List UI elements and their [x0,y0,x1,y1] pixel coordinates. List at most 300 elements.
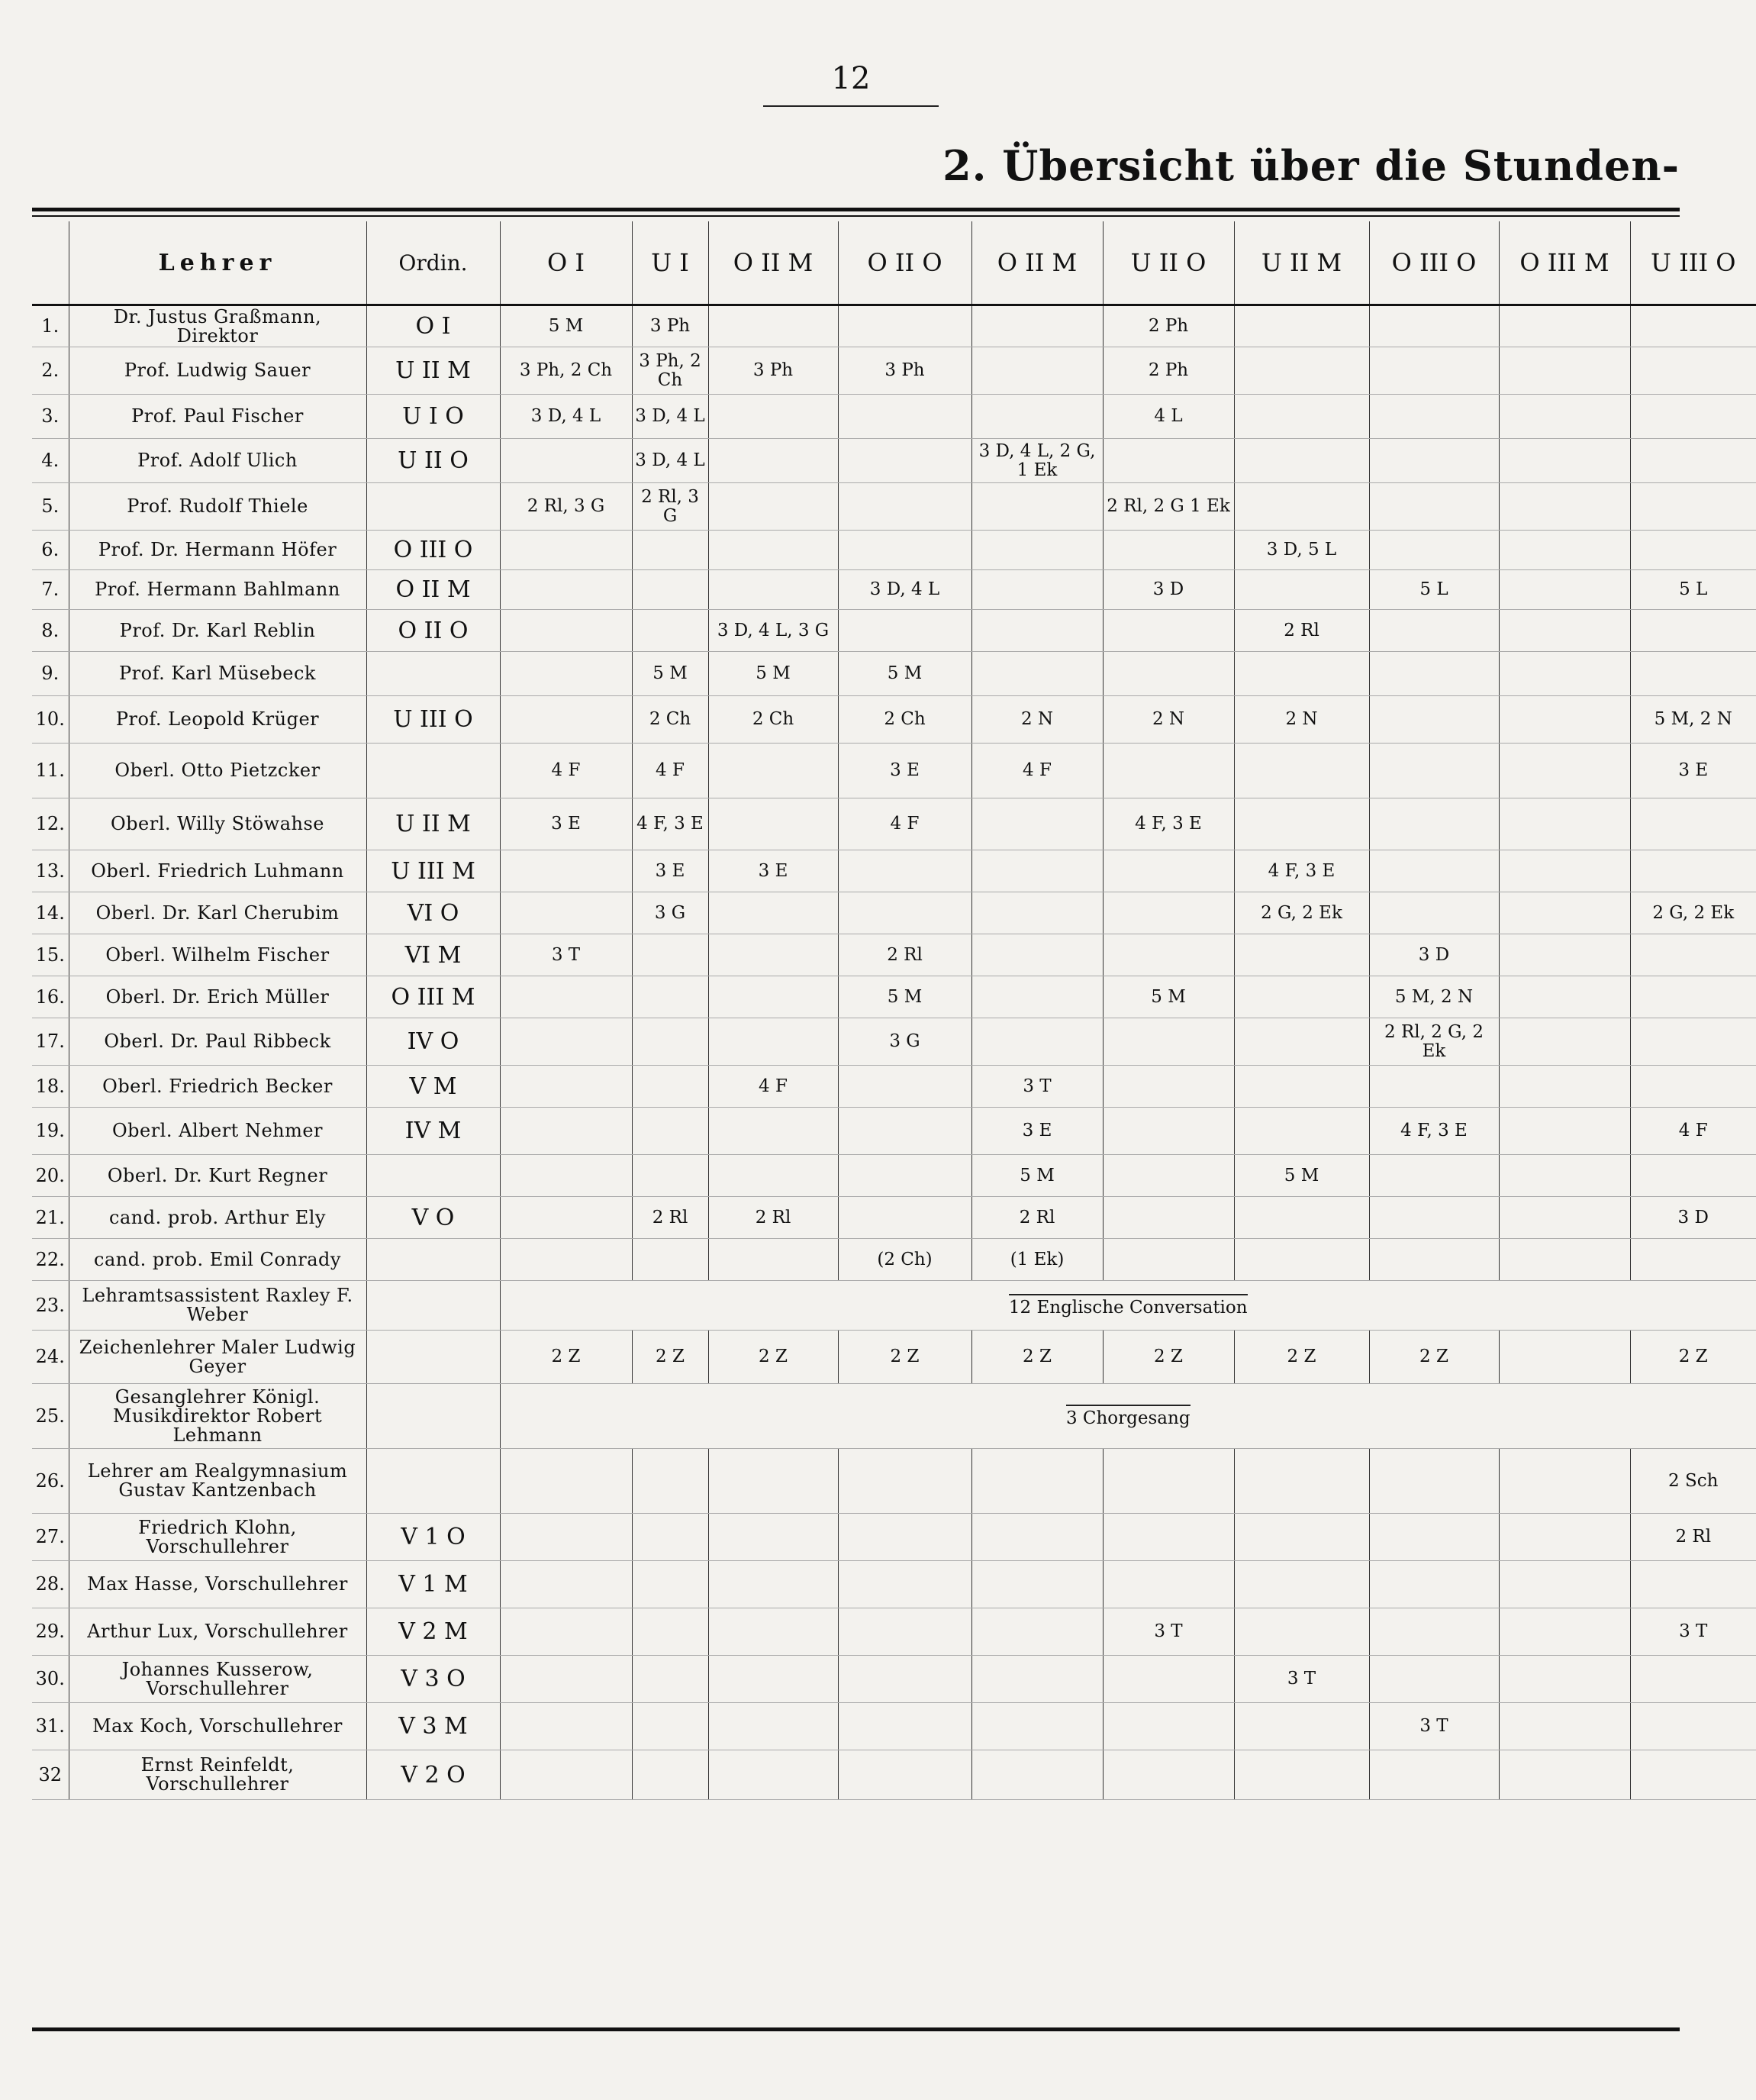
lesson-cell [1103,1449,1234,1514]
lesson-cell: 5 M [838,652,971,696]
lesson-cell [838,1449,971,1514]
lesson-cell [500,439,632,483]
lesson-cell [1369,850,1499,892]
lesson-cell [1499,696,1630,744]
lesson-cell [1499,850,1630,892]
lesson-cell [1103,1197,1234,1239]
lesson-cell [971,1608,1103,1656]
lesson-cell [500,850,632,892]
table-row [32,1197,1756,1239]
table-row [32,934,1756,976]
lesson-cell: 3 D, 4 L [838,570,971,610]
lesson-cell: 3 G [838,1018,971,1066]
lesson-cell: 2 G, 2 Ek [1630,892,1756,934]
lesson-cell [971,1703,1103,1750]
lesson-cell [1234,1514,1369,1561]
lesson-cell: 2 Rl [838,934,971,976]
lesson-cell: 3 E [708,850,838,892]
table-row [32,347,1756,395]
ordinarius-class [366,1384,500,1449]
lesson-cell [1103,610,1234,652]
lesson-cell [708,1514,838,1561]
lesson-cell: 2 Z [1369,1331,1499,1384]
teacher-name: Prof. Ludwig Sauer [69,347,366,395]
lesson-cell [1369,652,1499,696]
lesson-cell: 5 M [1234,1155,1369,1197]
lesson-cell: 2 Rl, 2 G 1 Ek [1103,483,1234,531]
teacher-name: cand. prob. Emil Conrady [69,1239,366,1281]
lesson-cell [1369,1449,1499,1514]
teacher-name: Prof. Karl Müsebeck [69,652,366,696]
lesson-cell [838,305,971,347]
lesson-cell [632,1750,708,1800]
table-row [32,1018,1756,1066]
lesson-cell [1369,1239,1499,1281]
lesson-cell [708,439,838,483]
lesson-cell [1103,1066,1234,1108]
lesson-cell: 2 Z [1103,1331,1234,1384]
lesson-cell [500,610,632,652]
lesson-cell [1499,347,1630,395]
col-oiio: O II O [838,221,971,305]
lesson-cell: 3 D [1630,1197,1756,1239]
lesson-cell [1103,850,1234,892]
lesson-cell [708,1703,838,1750]
lesson-cell [708,744,838,798]
lesson-cell [708,1561,838,1608]
lesson-cell: 5 M [632,652,708,696]
lesson-cell [971,1514,1103,1561]
lesson-cell [632,1703,708,1750]
lesson-cell [1369,696,1499,744]
lesson-cell: 2 Z [838,1331,971,1384]
lesson-cell [1499,934,1630,976]
table-row [32,850,1756,892]
lesson-cell [1369,1514,1499,1561]
bottom-rule [32,2027,1680,2031]
page-title: 2. Übersicht über die Stunden- [942,141,1680,190]
lesson-cell [708,1108,838,1155]
lesson-cell [1234,1608,1369,1656]
ordinarius-class: V 3 O [366,1656,500,1703]
table-row [32,1239,1756,1281]
ordinarius-class: V 1 M [366,1561,500,1608]
lesson-cell [1630,1155,1756,1197]
table-row [32,1514,1756,1561]
lesson-cell: 5 M [1103,976,1234,1018]
table-row [32,892,1756,934]
header-row [32,221,1756,305]
table-row [32,483,1756,531]
lesson-cell [1630,976,1756,1018]
ordinarius-class: O III O [366,531,500,570]
lesson-cell [632,1608,708,1656]
lesson-cell [1369,1066,1499,1108]
lesson-cell [1103,1703,1234,1750]
lesson-cell [1499,1331,1630,1384]
lesson-cell [708,976,838,1018]
lesson-cell: 3 D, 4 L [500,395,632,439]
lesson-cell: 5 M [708,652,838,696]
row-number: 22. [32,1239,69,1281]
lesson-cell [1499,1449,1630,1514]
lesson-cell [632,1155,708,1197]
ordinarius-class [366,483,500,531]
table-row [32,1066,1756,1108]
lesson-cell [1630,531,1756,570]
row-number: 30. [32,1656,69,1703]
row-number: 16. [32,976,69,1018]
teacher-name: Lehrer am Realgymnasium Gustav Kantzenbach [69,1449,366,1514]
lesson-cell [500,976,632,1018]
lesson-cell [838,1750,971,1800]
lesson-cell [1369,531,1499,570]
lesson-cell [1234,305,1369,347]
teacher-name: Max Hasse, Vorschullehrer [69,1561,366,1608]
teacher-name: Prof. Adolf Ulich [69,439,366,483]
teacher-name: Zeichenlehrer Maler Ludwig Geyer [69,1331,366,1384]
row-number: 32 [32,1750,69,1800]
lesson-cell [632,1514,708,1561]
lesson-cell: 2 Rl [1630,1514,1756,1561]
row-number: 6. [32,531,69,570]
lesson-cell [1499,1703,1630,1750]
lesson-cell [971,610,1103,652]
row-number: 21. [32,1197,69,1239]
lesson-cell: 2 Rl [1234,610,1369,652]
lesson-cell [1103,1750,1234,1800]
lesson-cell: 2 Ch [708,696,838,744]
lesson-cell [838,439,971,483]
lesson-cell [1234,1703,1369,1750]
lesson-cell: 3 D, 4 L [632,439,708,483]
lesson-cell [632,1656,708,1703]
lesson-cell [838,1514,971,1561]
lesson-cell [500,1155,632,1197]
lesson-cell [838,610,971,652]
lesson-cell [1234,1449,1369,1514]
lesson-cell [971,1561,1103,1608]
ordinarius-class [366,1331,500,1384]
lesson-cell: 3 G [632,892,708,934]
lesson-cell: 2 Rl, 3 G [632,483,708,531]
row-number: 18. [32,1066,69,1108]
lesson-cell: 3 D, 4 L [632,395,708,439]
lesson-cell [1499,1656,1630,1703]
span-note: 3 Chorgesang [1066,1405,1191,1428]
lesson-cell [1499,1155,1630,1197]
lesson-cell [500,1449,632,1514]
table-row [32,531,1756,570]
lesson-cell [500,531,632,570]
lesson-cell [1369,439,1499,483]
ordinarius-class: U III M [366,850,500,892]
lesson-cell [1234,483,1369,531]
lesson-cell: 2 N [1103,696,1234,744]
lesson-cell: 2 Z [1630,1331,1756,1384]
teacher-name: Oberl. Dr. Karl Cherubim [69,892,366,934]
table-row [32,1384,1756,1449]
lesson-cell [1103,1656,1234,1703]
table-row [32,696,1756,744]
lesson-cell [1630,1239,1756,1281]
ordinarius-class: U I O [366,395,500,439]
lesson-cell [500,1561,632,1608]
lesson-cell: 2 N [971,696,1103,744]
lesson-cell: 3 Ph [708,347,838,395]
lesson-cell [838,1703,971,1750]
lesson-cell: 5 M, 2 N [1369,976,1499,1018]
lesson-cell [1103,1108,1234,1155]
table-row [32,305,1756,347]
lesson-cell [1369,610,1499,652]
row-number: 11. [32,744,69,798]
lesson-cell: 3 D, 4 L, 3 G [708,610,838,652]
lesson-cell [1234,652,1369,696]
lesson-cell [1369,1750,1499,1800]
lesson-cell [1103,934,1234,976]
row-number: 4. [32,439,69,483]
table-row [32,570,1756,610]
lesson-cell [632,610,708,652]
lesson-cell: 3 Ph, 2 Ch [632,347,708,395]
lesson-cell [838,1197,971,1239]
span-cell [500,1281,1756,1331]
ordinarius-class: V 2 M [366,1608,500,1656]
lesson-cell: 2 N [1234,696,1369,744]
teacher-name: Prof. Paul Fischer [69,395,366,439]
lesson-cell [1103,1561,1234,1608]
row-number: 17. [32,1018,69,1066]
lesson-cell [838,1656,971,1703]
lesson-cell [838,395,971,439]
top-rule-thin [32,215,1680,217]
lesson-cell: 2 Rl [971,1197,1103,1239]
table-row [32,1449,1756,1514]
lesson-cell: 4 F [708,1066,838,1108]
table-row [32,1608,1756,1656]
lesson-cell: 2 Z [1234,1331,1369,1384]
lesson-cell: 4 F [1630,1108,1756,1155]
table-row [32,1331,1756,1384]
teacher-name: cand. prob. Arthur Ely [69,1197,366,1239]
lesson-cell [1234,1197,1369,1239]
page-number: 12 [763,61,939,107]
lesson-cell [1630,1018,1756,1066]
row-number: 28. [32,1561,69,1608]
row-number: 15. [32,934,69,976]
ordinarius-class: VI O [366,892,500,934]
lesson-cell [1369,1561,1499,1608]
lesson-cell [500,1239,632,1281]
teacher-name: Oberl. Albert Nehmer [69,1108,366,1155]
lesson-cell: 3 D, 4 L, 2 G, 1 Ek [971,439,1103,483]
lesson-cell: 5 L [1369,570,1499,610]
table-row [32,395,1756,439]
ordinarius-class: IV O [366,1018,500,1066]
lesson-cell: 3 E [1630,744,1756,798]
lesson-cell [1630,395,1756,439]
lesson-cell: 3 D, 5 L [1234,531,1369,570]
lesson-cell [971,1656,1103,1703]
lesson-cell [632,1066,708,1108]
lesson-cell [708,395,838,439]
lesson-cell [1234,1108,1369,1155]
table-row [32,744,1756,798]
lesson-cell [500,1656,632,1703]
lesson-cell [1630,1703,1756,1750]
lesson-cell: 3 E [632,850,708,892]
lesson-cell [1499,531,1630,570]
table-row [32,1281,1756,1331]
lesson-cell: 4 F, 3 E [1103,798,1234,850]
lesson-cell [632,1561,708,1608]
col-number [32,221,69,305]
row-number: 1. [32,305,69,347]
lesson-cell [500,570,632,610]
lesson-cell [1499,1514,1630,1561]
row-number: 23. [32,1281,69,1331]
lesson-cell [1234,347,1369,395]
lesson-cell [1499,483,1630,531]
lesson-cell [1499,798,1630,850]
lesson-cell [708,1239,838,1281]
lesson-cell: 2 Sch [1630,1449,1756,1514]
teacher-name: Gesanglehrer Königl. Musikdirektor Robert Lehmann [69,1384,366,1449]
lesson-cell [1369,744,1499,798]
col-oiiim: O III M [1499,221,1630,305]
lesson-cell [1499,1608,1630,1656]
ordinarius-class [366,1281,500,1331]
lesson-cell [1499,1750,1630,1800]
lesson-cell [1369,1197,1499,1239]
lesson-cell [1499,305,1630,347]
col-ui: U I [632,221,708,305]
lesson-cell: 2 Ch [838,696,971,744]
lesson-cell [632,934,708,976]
lesson-cell [1369,1608,1499,1656]
row-number: 26. [32,1449,69,1514]
lesson-cell [500,652,632,696]
lesson-cell [632,976,708,1018]
lesson-cell: 3 T [1103,1608,1234,1656]
lesson-cell [708,1750,838,1800]
lesson-cell [1234,1066,1369,1108]
col-teacher: Lehrer [69,221,366,305]
lesson-cell [632,1449,708,1514]
lesson-cell [1499,439,1630,483]
lesson-cell [1234,570,1369,610]
lesson-cell: 5 M, 2 N [1630,696,1756,744]
lesson-cell: 4 F [632,744,708,798]
lesson-cell [1369,347,1499,395]
lesson-cell [500,1608,632,1656]
teacher-name: Oberl. Wilhelm Fischer [69,934,366,976]
lesson-cell [1499,1066,1630,1108]
lesson-cell: 2 Rl, 2 G, 2 Ek [1369,1018,1499,1066]
ordinarius-class: IV M [366,1108,500,1155]
lesson-cell [1499,610,1630,652]
row-number: 8. [32,610,69,652]
lesson-cell [1234,1018,1369,1066]
lesson-cell [1630,1750,1756,1800]
lesson-cell [1234,1750,1369,1800]
lesson-cell [1499,1561,1630,1608]
lesson-cell [632,1239,708,1281]
lesson-cell [708,531,838,570]
lesson-cell [971,976,1103,1018]
teacher-name: Oberl. Dr. Erich Müller [69,976,366,1018]
lesson-cell: 3 T [500,934,632,976]
ordinarius-class: U II O [366,439,500,483]
lesson-cell: 2 Z [500,1331,632,1384]
row-number: 19. [32,1108,69,1155]
teacher-name: Lehramtsassistent Raxley F. Weber [69,1281,366,1331]
table-row [32,1108,1756,1155]
ordinarius-class [366,1239,500,1281]
lesson-cell [1234,439,1369,483]
lesson-cell [708,1656,838,1703]
lesson-cell [1630,305,1756,347]
schedule-table [32,221,1756,1800]
teacher-name: Ernst Reinfeldt, Vorschullehrer [69,1750,366,1800]
lesson-cell [708,570,838,610]
ordinarius-class [366,1449,500,1514]
lesson-cell [1369,892,1499,934]
lesson-cell: 4 L [1103,395,1234,439]
lesson-cell [971,531,1103,570]
lesson-cell: 3 E [971,1108,1103,1155]
lesson-cell [1234,1239,1369,1281]
lesson-cell [500,1018,632,1066]
row-number: 24. [32,1331,69,1384]
lesson-cell [838,1608,971,1656]
lesson-cell [708,934,838,976]
lesson-cell [1103,439,1234,483]
col-uiio: U II O [1103,221,1234,305]
lesson-cell: 2 Z [632,1331,708,1384]
lesson-cell [1234,744,1369,798]
table-row [32,1561,1756,1608]
lesson-cell [1103,1239,1234,1281]
row-number: 9. [32,652,69,696]
row-number: 20. [32,1155,69,1197]
col-ordin: Ordin. [366,221,500,305]
lesson-cell [838,1066,971,1108]
lesson-cell [708,1018,838,1066]
lesson-cell [708,483,838,531]
ordinarius-class: O I [366,305,500,347]
table-row [32,798,1756,850]
lesson-cell: 4 F, 3 E [632,798,708,850]
row-number: 7. [32,570,69,610]
lesson-cell [1499,976,1630,1018]
lesson-cell: 3 D [1103,570,1234,610]
lesson-cell [1630,439,1756,483]
lesson-cell [632,531,708,570]
lesson-cell: 5 L [1630,570,1756,610]
lesson-cell: 2 G, 2 Ek [1234,892,1369,934]
teacher-name: Johannes Kusserow, Vorschullehrer [69,1656,366,1703]
lesson-cell: 2 Ph [1103,305,1234,347]
lesson-cell [1499,1197,1630,1239]
lesson-cell [1234,976,1369,1018]
row-number: 29. [32,1608,69,1656]
lesson-cell [971,305,1103,347]
lesson-cell: (2 Ch) [838,1239,971,1281]
lesson-cell [500,1703,632,1750]
lesson-cell: 3 D [1369,934,1499,976]
